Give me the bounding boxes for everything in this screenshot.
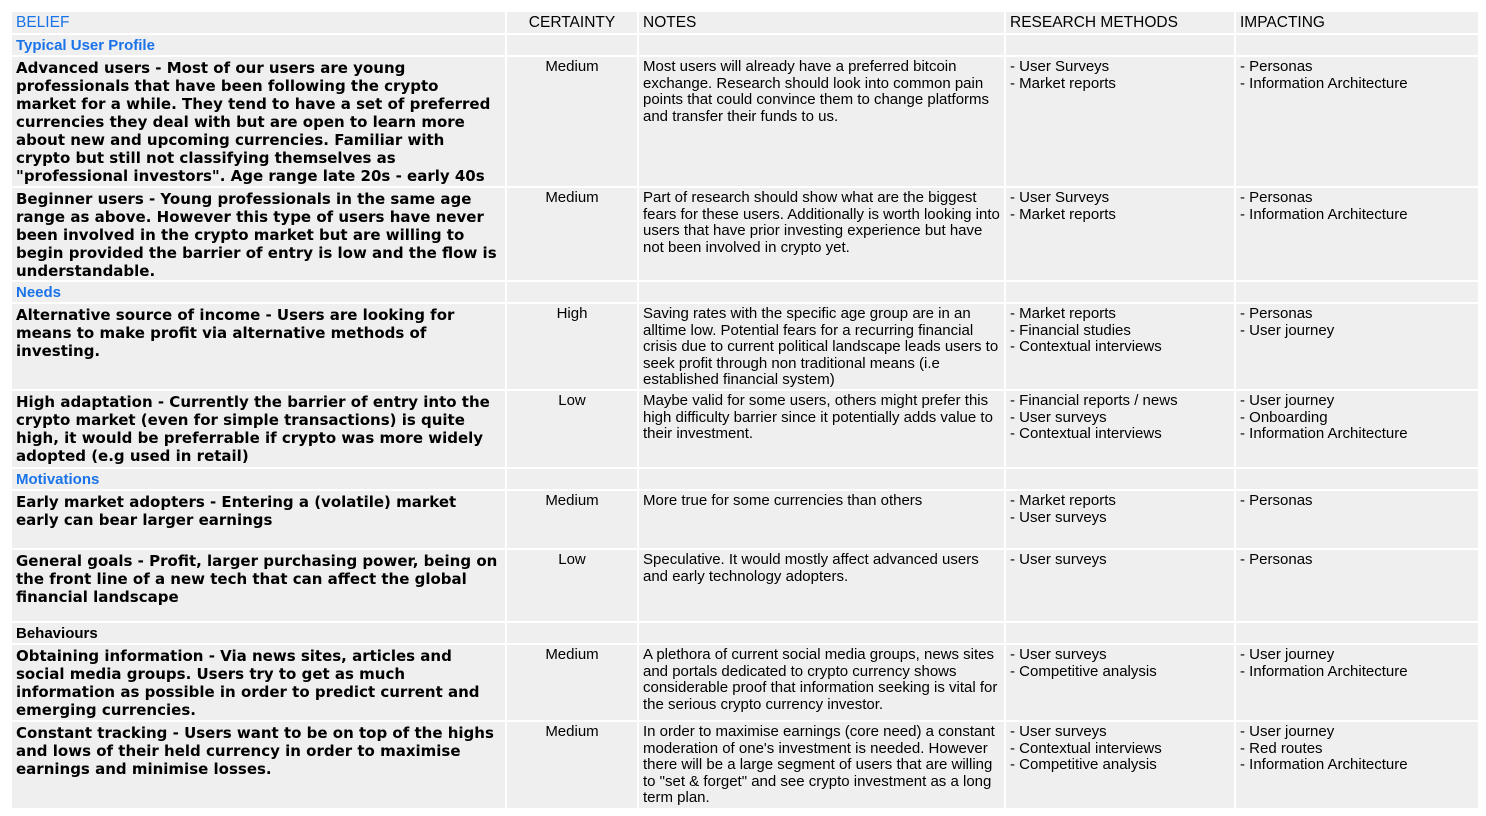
section-title-behaviours[interactable]: Behaviours (12, 623, 505, 643)
research-methods-cell[interactable]: - Financial reports / news - User surveys - Contextual interviews (1006, 391, 1234, 467)
section-empty-cell[interactable] (639, 623, 1004, 643)
section-empty-cell[interactable] (507, 623, 637, 643)
impacting-cell[interactable]: - Personas (1236, 491, 1478, 548)
section-title-motivations[interactable]: Motivations (12, 469, 505, 489)
section-empty-cell[interactable] (639, 35, 1004, 55)
certainty-cell[interactable]: Medium (507, 645, 637, 720)
notes-cell[interactable]: In order to maximise earnings (core need) a constant moderation of one's investment is needed. However there will be a large segment of users that are willing to "set & forget" and see crypto investment as a long term plan. (639, 722, 1004, 808)
impacting-cell[interactable]: - User journey - Red routes - Information Architecture (1236, 722, 1478, 808)
belief-cell[interactable]: Advanced users - Most of our users are young professionals that have been following the crypto market for a while. They tend to have a set of preferred currencies they deal with but are open to learn more about new and upcoming currencies. Familiar with crypto but still not classifying themselves as "professional investors". Age range late 20s - early 40s (12, 57, 505, 186)
research-methods-cell[interactable]: - Market reports - User surveys (1006, 491, 1234, 548)
notes-cell[interactable]: More true for some currencies than others (639, 491, 1004, 548)
section-empty-cell[interactable] (1236, 623, 1478, 643)
section-title-typical-user-profile[interactable]: Typical User Profile (12, 35, 505, 55)
section-empty-cell[interactable] (639, 282, 1004, 302)
header-impacting[interactable]: IMPACTING (1236, 12, 1478, 33)
research-methods-cell[interactable]: - User surveys - Contextual interviews - Competitive analysis (1006, 722, 1234, 808)
section-empty-cell[interactable] (1236, 469, 1478, 489)
section-empty-cell[interactable] (507, 35, 637, 55)
section-empty-cell[interactable] (1006, 469, 1234, 489)
impacting-cell[interactable]: - Personas - User journey (1236, 304, 1478, 389)
impacting-cell[interactable]: - User journey - Information Architecture (1236, 645, 1478, 720)
section-empty-cell[interactable] (507, 282, 637, 302)
header-notes[interactable]: NOTES (639, 12, 1004, 33)
section-empty-cell[interactable] (507, 469, 637, 489)
belief-cell[interactable]: Constant tracking - Users want to be on top of the highs and lows of their held currency in order to maximise earnings and minimise losses. (12, 722, 505, 808)
research-methods-cell[interactable]: - User Surveys - Market reports (1006, 188, 1234, 280)
certainty-cell[interactable]: Low (507, 391, 637, 467)
notes-cell[interactable]: A plethora of current social media groups, news sites and portals dedicated to crypto currency shows considerable proof that information seeking is vital for the serious crypto currency investor. (639, 645, 1004, 720)
section-empty-cell[interactable] (1006, 282, 1234, 302)
section-empty-cell[interactable] (639, 469, 1004, 489)
impacting-cell[interactable]: - Personas - Information Architecture (1236, 57, 1478, 186)
section-empty-cell[interactable] (1236, 282, 1478, 302)
section-empty-cell[interactable] (1006, 35, 1234, 55)
notes-cell[interactable]: Part of research should show what are the biggest fears for these users. Additionally is worth looking into users that have prior investing experience but have not been involved in crypto yet. (639, 188, 1004, 280)
belief-cell[interactable]: High adaptation - Currently the barrier of entry into the crypto market (even for simple transactions) is quite high, it would be preferrable if crypto was more widely adopted (e.g used in retail) (12, 391, 505, 467)
research-methods-cell[interactable]: - User Surveys - Market reports (1006, 57, 1234, 186)
header-belief[interactable]: BELIEF (12, 12, 505, 33)
belief-cell[interactable]: Beginner users - Young professionals in the same age range as above. However this type of users have never been involved in the crypto market but are willing to begin provided the barrier of entry is low and the flow is understandable. (12, 188, 505, 280)
belief-cell[interactable]: Obtaining information - Via news sites, articles and social media groups. Users try to get as much information as possible in order to predict current and emerging currencies. (12, 645, 505, 720)
certainty-cell[interactable]: Medium (507, 188, 637, 280)
section-empty-cell[interactable] (1236, 35, 1478, 55)
certainty-cell[interactable]: Medium (507, 491, 637, 548)
research-methods-cell[interactable]: - User surveys - Competitive analysis (1006, 645, 1234, 720)
research-methods-cell[interactable]: - Market reports - Financial studies - Contextual interviews (1006, 304, 1234, 389)
certainty-cell[interactable]: Low (507, 550, 637, 621)
impacting-cell[interactable]: - Personas - Information Architecture (1236, 188, 1478, 280)
belief-table (12, 12, 1473, 808)
notes-cell[interactable]: Maybe valid for some users, others might prefer this high difficulty barrier since it potentially adds value to their investment. (639, 391, 1004, 467)
section-empty-cell[interactable] (1006, 623, 1234, 643)
notes-cell[interactable]: Saving rates with the specific age group are in an alltime low. Potential fears for a recurring financial crisis due to current political landscape leads users to seek profit through non traditional means (i.e established financial system) (639, 304, 1004, 389)
belief-cell[interactable]: Alternative source of income - Users are looking for means to make profit via alternative methods of investing. (12, 304, 505, 389)
research-methods-cell[interactable]: - User surveys (1006, 550, 1234, 621)
header-certainty[interactable]: CERTAINTY (507, 12, 637, 33)
certainty-cell[interactable]: High (507, 304, 637, 389)
notes-cell[interactable]: Most users will already have a preferred bitcoin exchange. Research should look into common pain points that could convince them to change platforms and transfer their funds to us. (639, 57, 1004, 186)
notes-cell[interactable]: Speculative. It would mostly affect advanced users and early technology adopters. (639, 550, 1004, 621)
belief-cell[interactable]: Early market adopters - Entering a (volatile) market early can bear larger earnings (12, 491, 505, 548)
certainty-cell[interactable]: Medium (507, 722, 637, 808)
belief-cell[interactable]: General goals - Profit, larger purchasing power, being on the front line of a new tech that can affect the global financial landscape (12, 550, 505, 621)
impacting-cell[interactable]: - User journey - Onboarding - Information Architecture (1236, 391, 1478, 467)
section-title-needs[interactable]: Needs (12, 282, 505, 302)
header-research-methods[interactable]: RESEARCH METHODS (1006, 12, 1234, 33)
impacting-cell[interactable]: - Personas (1236, 550, 1478, 621)
certainty-cell[interactable]: Medium (507, 57, 637, 186)
